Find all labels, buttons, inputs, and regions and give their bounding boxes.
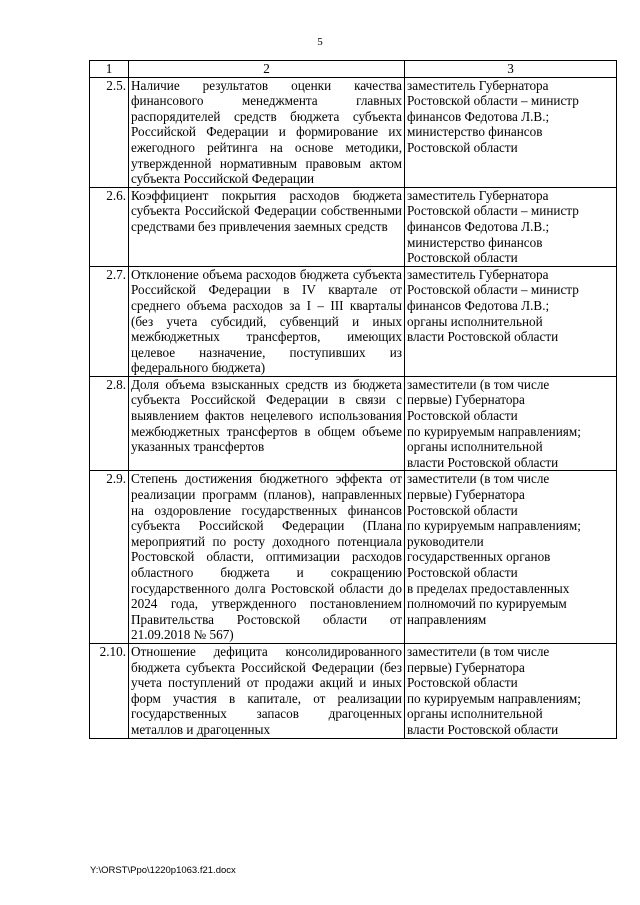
responsible-line: органы исполнительной <box>407 313 543 329</box>
responsible-line: финансов Федотова Л.В.; <box>407 108 550 124</box>
table-row <box>90 187 617 266</box>
responsible-cell <box>405 77 617 187</box>
table-row <box>90 643 617 738</box>
responsible-line: первые) Губернатора <box>407 392 525 408</box>
responsible-line: по курируемым направлениям; <box>407 518 581 534</box>
responsible-line: направлениям <box>407 611 487 627</box>
responsible-line: власти Ростовской области <box>407 329 559 345</box>
responsible-line: заместители (в том числе <box>407 643 550 659</box>
responsible-line: заместитель Губернатора <box>407 266 549 282</box>
row-number: 2.6. <box>90 187 129 266</box>
responsible-line: по курируемым направлениям; <box>407 423 581 439</box>
row-number: 2.7. <box>90 266 129 376</box>
responsible-line: заместители (в том числе <box>407 471 550 487</box>
responsible-line: по курируемым направлениям; <box>407 690 581 706</box>
responsible-line: руководители <box>407 533 484 549</box>
indicator-description: Степень достижения бюджетного эффекта от реализации программ (планов), направленных на оздоровление государственных финансов субъекта Российской Федерации (Плана мероприятий по росту доходного потенциала Ростовской области, оптимизации расходов областного бюджета и сокращению государственного долга Ростовской области до 2024 года, утвержденного постановлением Правительства Ростовской области от 21.09.2018 № 567) <box>129 471 405 644</box>
table-row <box>90 471 617 644</box>
responsible-line: первые) Губернатора <box>407 659 525 675</box>
responsible-line: власти Ростовской области <box>407 721 559 737</box>
responsible-cell <box>405 471 617 644</box>
responsible-line: Ростовской области – министр <box>407 282 579 298</box>
responsible-line: первые) Губернатора <box>407 487 525 503</box>
column-header: 3 <box>405 61 617 78</box>
responsible-line: заместитель Губернатора <box>407 77 549 93</box>
responsible-line: заместители (в том числе <box>407 376 550 392</box>
responsible-line: государственных органов <box>407 549 551 565</box>
responsible-line: Ростовской области – министр <box>407 203 579 219</box>
row-number: 2.10. <box>90 643 129 738</box>
row-number: 2.5. <box>90 77 129 187</box>
responsible-line: заместитель Губернатора <box>407 187 549 203</box>
responsible-line: министерство финансов <box>407 234 543 250</box>
responsible-line: Ростовской области <box>407 502 518 518</box>
responsible-cell <box>405 266 617 376</box>
responsible-line: финансов Федотова Л.В.; <box>407 297 550 313</box>
table-header-row <box>90 61 617 78</box>
responsible-line: органы исполнительной <box>407 439 543 455</box>
responsible-line: финансов Федотова Л.В.; <box>407 218 550 234</box>
responsible-line: Ростовской области <box>407 139 518 155</box>
responsible-cell <box>405 376 617 471</box>
responsible-line: министерство финансов <box>407 124 543 140</box>
file-path-footer: Y:\ORST\Ppo\1220p1063.f21.docx <box>90 865 236 876</box>
table-row <box>90 77 617 187</box>
responsible-line: органы исполнительной <box>407 706 543 722</box>
column-header: 2 <box>129 61 405 78</box>
indicator-description: Доля объема взысканных средств из бюджета субъекта Российской Федерации в связи с выявлением фактов нецелевого использования межбюджетных трансфертов в общем объеме указанных трансфертов <box>129 376 405 471</box>
responsible-line: Ростовской области <box>407 250 518 266</box>
row-number: 2.9. <box>90 471 129 644</box>
responsible-line: Ростовской области – министр <box>407 93 579 109</box>
responsible-line: в пределах предоставленных <box>407 580 570 596</box>
table-row <box>90 376 617 471</box>
responsible-cell <box>405 643 617 738</box>
indicator-description: Коэффициент покрытия расходов бюджета субъекта Российской Федерации собственными средствами без привлечения заемных средств <box>129 187 405 266</box>
row-number: 2.8. <box>90 376 129 471</box>
responsible-line: власти Ростовской области <box>407 454 559 470</box>
indicators-table <box>89 60 617 739</box>
table-row <box>90 266 617 376</box>
responsible-line: Ростовской области <box>407 408 518 424</box>
responsible-line: полномочий по курируемым <box>407 596 567 612</box>
indicator-description: Наличие результатов оценки качества финансового менеджмента главных распорядителей средств бюджета субъекта Российской Федерации и формирование их ежегодного рейтинга на основе методики, утвержденной нормативным правовым актом субъекта Российской Федерации <box>129 77 405 187</box>
indicator-description: Отклонение объема расходов бюджета субъекта Российской Федерации в IV квартале от среднего объема расходов за I – III кварталы (без учета субсидий, субвенций и иных межбюджетных трансфертов, имеющих целевое назначение, поступивших из федерального бюджета) <box>129 266 405 376</box>
responsible-line: Ростовской области <box>407 565 518 580</box>
responsible-line: Ростовской области <box>407 675 518 691</box>
column-header: 1 <box>90 61 129 78</box>
responsible-cell <box>405 187 617 266</box>
page-number: 5 <box>317 36 323 48</box>
indicator-description: Отношение дефицита консолидированного бюджета субъекта Российской Федерации (без учета поступлений от продажи акций и иных форм участия в капитале, от реализации государственных запасов драгоценных металлов и драгоценных <box>129 643 405 738</box>
